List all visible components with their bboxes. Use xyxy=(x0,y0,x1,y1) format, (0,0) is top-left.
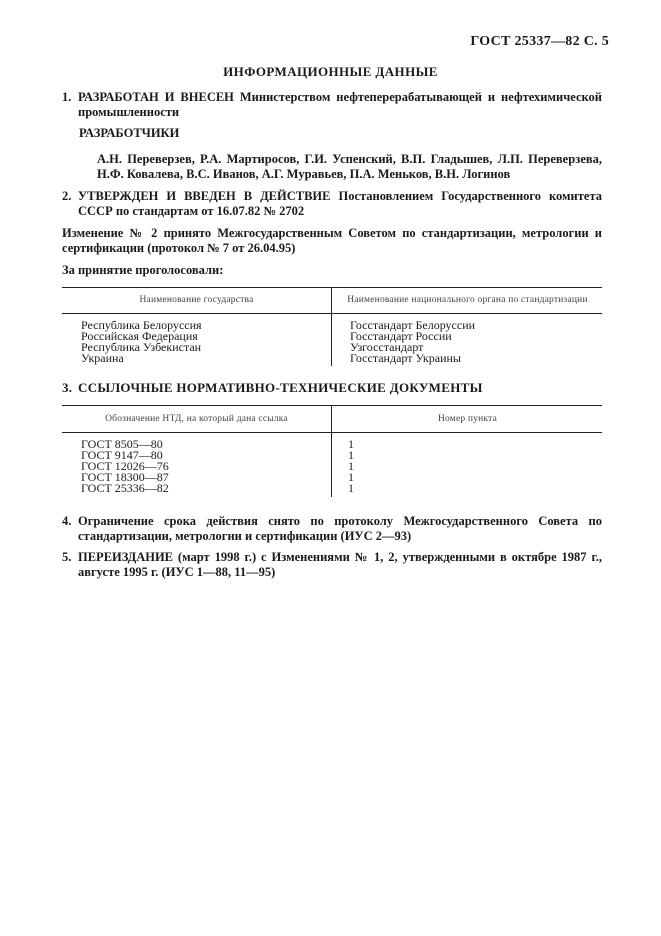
ref-table-col2-header: Номер пункта xyxy=(437,414,498,424)
ref-table-header-rule xyxy=(62,432,602,433)
table-cell-state: Республика Узбекистан xyxy=(81,340,202,354)
developers-heading: РАЗРАБОТЧИКИ xyxy=(79,126,180,140)
section-1-text: РАЗРАБОТАН И ВНЕСЕН Министерством нефтеперерабатывающей и нефтехимической промышленности xyxy=(78,90,602,119)
table-cell-clause: 1 xyxy=(348,448,354,462)
table-cell-body: Узгосстандарт xyxy=(350,340,424,354)
voted-label: За принятие проголосовали: xyxy=(62,263,224,277)
section-1-number: 1. xyxy=(62,90,72,104)
section-4-text: Ограничение срока действия снято по протоколу Межгосударственного Совета по стандартизации, метрологии и сертификации (ИУС 2—93) xyxy=(78,514,602,543)
vote-table-header-rule xyxy=(62,313,602,314)
document-reference: ГОСТ 25337—82 С. 5 xyxy=(470,34,609,49)
table-cell-doc: ГОСТ 18300—87 xyxy=(81,470,169,484)
table-cell-state: Республика Белоруссия xyxy=(81,318,202,332)
vote-table-states xyxy=(81,320,202,364)
developers-names: А.Н. Переверзев, Р.А. Мартиросов, Г.И. Успенский, В.П. Гладышев, Л.П. Переверзева, Н.Ф. Ковалева, В.С. Иванов, А.Г. Муравьев, П.А. Меньков, В.Н. Логинов xyxy=(97,152,602,181)
section-2-text: УТВЕРЖДЕН И ВВЕДЕН В ДЕЙСТВИЕ Постановлением Государственного комитета СССР по стандартам от 16.07.82 № 2702 xyxy=(78,189,602,218)
table-cell-clause: 1 xyxy=(348,470,354,484)
table-cell-doc: ГОСТ 12026—76 xyxy=(81,459,169,473)
table-cell-doc: ГОСТ 25336—82 xyxy=(81,481,169,495)
vote-table-col2-header: Наименование национального органа по стандартизации xyxy=(347,295,588,305)
change-note: Изменение № 2 принято Межгосударственным Советом по стандартизации, метрологии и сертификации (протокол № 7 от 26.04.95) xyxy=(62,226,602,255)
ref-table-clauses xyxy=(348,439,354,494)
section-3-text: ССЫЛОЧНЫЕ НОРМАТИВНО-ТЕХНИЧЕСКИЕ ДОКУМЕНТЫ xyxy=(78,380,483,395)
table-cell-doc: ГОСТ 8505—80 xyxy=(81,437,163,451)
table-cell-body: Госстандарт Украины xyxy=(350,351,461,365)
table-cell-state: Украина xyxy=(81,351,124,365)
section-2-number: 2. xyxy=(62,189,72,203)
vote-table-bodies xyxy=(350,320,475,364)
section-4-number: 4. xyxy=(62,514,72,528)
table-cell-body: Госстандарт России xyxy=(350,329,452,343)
table-cell-body: Госстандарт Белоруссии xyxy=(350,318,476,332)
table-cell-doc: ГОСТ 9147—80 xyxy=(81,448,163,462)
page-title: ИНФОРМАЦИОННЫЕ ДАННЫЕ xyxy=(223,64,438,79)
vote-table-col1-header: Наименование государства xyxy=(139,295,254,305)
section-5-number: 5. xyxy=(62,550,72,564)
ref-table-column-divider xyxy=(331,405,332,497)
vote-table-column-divider xyxy=(331,287,332,366)
ref-table-col1-header: Обозначение НТД, на который дана ссылка xyxy=(105,414,288,424)
section-3-number: 3. xyxy=(62,380,73,395)
table-cell-clause: 1 xyxy=(348,437,354,451)
section-5-text: ПЕРЕИЗДАНИЕ (март 1998 г.) с Изменениями № 1, 2, утвержденными в октябре 1987 г., августе 1995 г. (ИУС 1—88, 11—95) xyxy=(78,550,602,579)
ref-table-docs xyxy=(81,439,169,494)
ref-table-top-rule xyxy=(62,405,602,406)
vote-table-top-rule xyxy=(62,287,602,288)
table-cell-state: Российская Федерация xyxy=(81,329,198,343)
table-cell-clause: 1 xyxy=(348,481,354,495)
table-cell-clause: 1 xyxy=(348,459,354,473)
